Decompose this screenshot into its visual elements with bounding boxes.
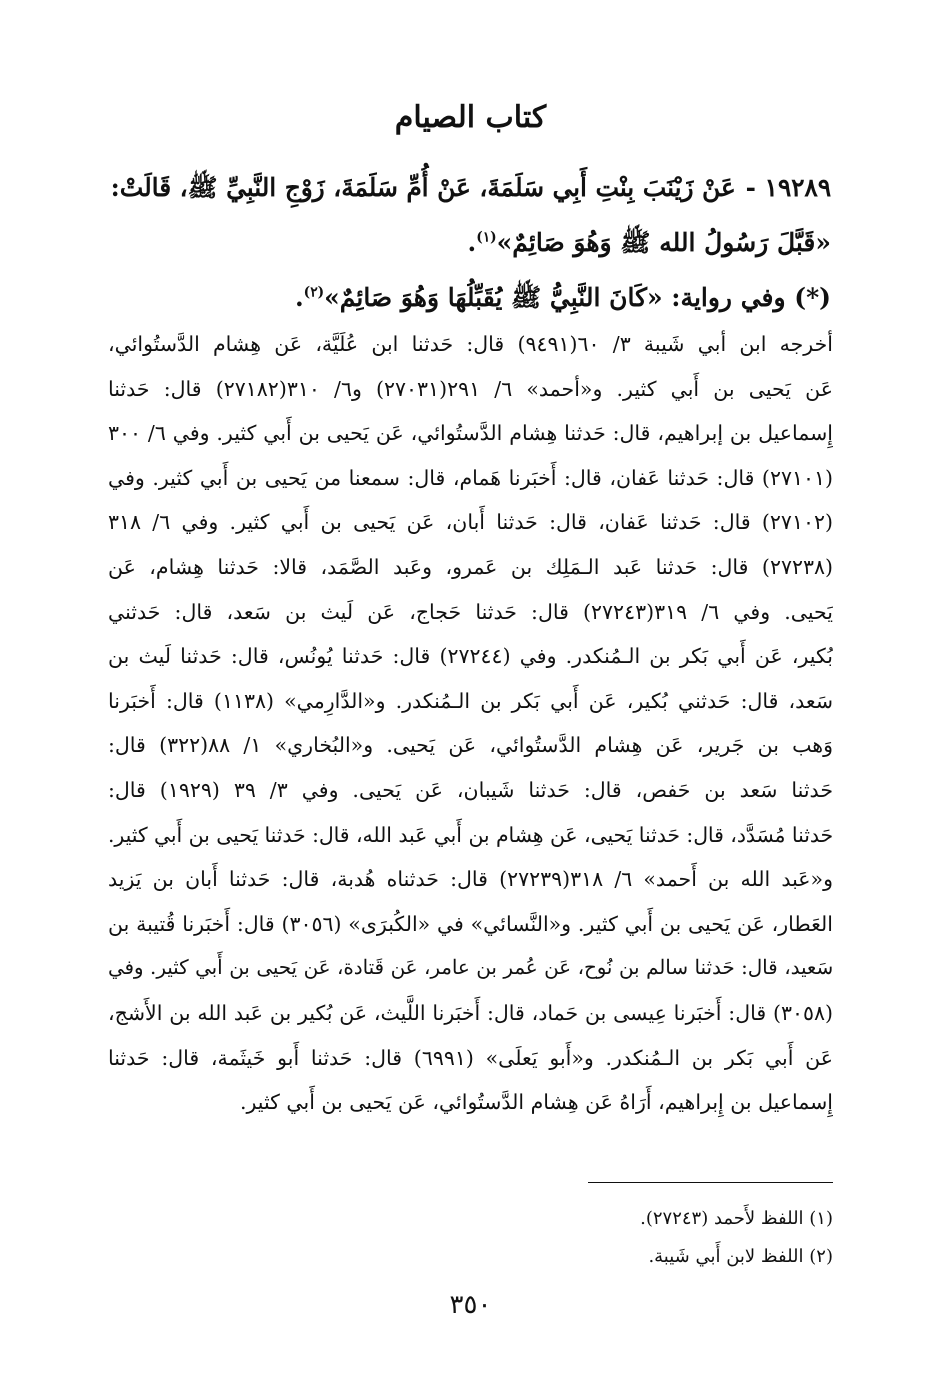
takhrij-line: يَحيى. وفي ٦/ ٣١٩(٢٧٢٤٣) قال: حَدثنا حَجاج، عَن لَيث بن سَعد، قال: حَدثني bbox=[108, 599, 833, 624]
takhrij-line: إِسماعيل بن إبراهيم، قال: حَدثنا هِشام الدَّستُوائي، عَن يَحيى بن أَبي كثير. وفي ٦/ ٣٠٠ bbox=[108, 421, 833, 446]
takhrij-line: عَن يَحيى بن أَبي كثير. و«أحمد» ٦/ ٢٩١(٢٧٠٣١) و٦/ ٣١٠(٢٧١٨٢) قال: حَدثنا bbox=[108, 376, 833, 401]
footnote-divider bbox=[588, 1182, 833, 1183]
footnote-ref-2: (٢) bbox=[303, 284, 325, 301]
takhrij-line: (٢٧١٠٢) قال: حَدثنا عَفان، قال: حَدثنا أَبان، عَن يَحيى بن أَبي كثير. وفي ٦/ ٣١٨ bbox=[108, 510, 833, 535]
footnote-1: (١) اللفظ لأَحمد (٢٧٢٤٣). bbox=[640, 1208, 833, 1229]
takhrij-line: إِسماعيل بن إِبراهيم، أَرَاهُ عَن هِشام الدَّستُوائي، عَن يَحيى بن أَبي كثير. bbox=[239, 1090, 833, 1115]
takhrij-line: العَطار، عَن يَحيى بن أَبي كثير. و«النَّسائي» في «الكُبرَى» (٣٠٥٦) قال: أَخبَرنا قُتيبة بن bbox=[108, 911, 833, 936]
takhrij-line: (٢٧٢٣٨) قال: حَدثنا عَبد الـمَلِك بن عَمرو، وعَبد الصَّمَد، قالا: حَدثنا هِشام، عَن bbox=[108, 554, 833, 579]
takhrij-line: سَعيد، قال: حَدثنا سالم بن نُوح، عَن عُمر بن عامر، عَن قَتادة، عَن يَحيى بن أَبي كثير. وفي bbox=[108, 956, 833, 980]
takhrij-line: بُكير، عَن أَبي بَكر بن الـمُنكدر. وفي (٢٧٢٤٤) قال: حَدثنا يُونُس، قال: حَدثنا لَيث بن bbox=[108, 644, 833, 669]
hadith-line-3 bbox=[111, 270, 831, 325]
hadith-line-3-end: . bbox=[294, 283, 304, 312]
hadith-text bbox=[111, 160, 831, 325]
chapter-title: كتاب الصيام bbox=[394, 100, 547, 135]
hadith-number: ١٩٢٨٩ - bbox=[745, 173, 831, 202]
takhrij-line: و«عَبد الله بن أَحمد» ٦/ ٣١٨(٢٧٢٣٩) قال: حَدثناه هُدبة، قال: حَدثنا أَبان بن يَزيد bbox=[108, 867, 833, 892]
takhrij-line: عَن أَبي بَكر بن الـمُنكدر. و«أَبو يَعلَى» (٦٩٩١) قال: حَدثنا أَبو خَيثَمة، قال: حَدثنا bbox=[108, 1045, 833, 1070]
footnote-ref-1: (١) bbox=[476, 229, 497, 246]
hadith-line-2-text: «قَبَّلَ رَسُولُ الله ﷺ وَهُوَ صَائِمٌ» bbox=[496, 228, 831, 257]
hadith-line-2 bbox=[111, 215, 831, 270]
takhrij-paragraph bbox=[108, 322, 833, 1125]
footnotes bbox=[108, 1200, 833, 1276]
hadith-line-1-text: عَنْ زَيْنَبَ بِنْتِ أَبِي سَلَمَةَ، عَنْ أُمِّ سَلَمَةَ، زَوْجِ النَّبِيِّ ﷺ، قَالَتْ: bbox=[111, 173, 736, 202]
takhrij-line: وَهب بن جَرير، عَن هِشام الدَّستُوائي، عَن يَحيى. و«البُخاري» ١/ ٨٨(٣٢٢) قال: bbox=[108, 733, 833, 758]
takhrij-line: سَعد، قال: حَدثني بُكير، عَن أَبي بَكر بن الـمُنكدر. و«الدَّارِمي» (١١٣٨) قال: أَخبَرنا bbox=[108, 688, 833, 713]
hadith-line-3-text: (*) وفي رواية: «كَانَ النَّبِيُّ ﷺ يُقَبِّلُهَا وَهُوَ صَائِمٌ» bbox=[324, 283, 831, 312]
takhrij-line: (٢٧١٠١) قال: حَدثنا عَفان، قال: أَخبَرنا هَمام، قال: سمعنا من يَحيى بن أَبي كثير. وفي bbox=[108, 465, 833, 490]
takhrij-line: (٣٠٥٨) قال: أَخبَرنا عِيسى بن حَماد، قال: أَخبَرنا اللَّيث، عَن بُكير بن عَبد الله بن الأَشج، bbox=[108, 1000, 833, 1025]
hadith-line-2-end: . bbox=[467, 228, 477, 257]
takhrij-line: حَدثنا مُسَدَّد، قال: حَدثنا يَحيى، عَن هِشام بن أَبي عَبد الله، قال: حَدثنا يَحيى بن أَبي كثير. bbox=[108, 822, 833, 847]
takhrij-line: حَدثنا سَعد بن حَفص، قال: حَدثنا شَيبان، عَن يَحيى. وفي ٣/ ٣٩ (١٩٢٩) قال: bbox=[108, 777, 833, 802]
takhrij-line: أخرجه ابن أبي شَيبة ٣/ ٦٠(٩٤٩١) قال: حَدثنا ابن عُلَيَّة، عَن هِشام الدَّستُوائي، bbox=[108, 332, 833, 356]
footnote-2: (٢) اللفظ لابن أَبي شَيبة. bbox=[648, 1246, 833, 1267]
page-number: ٣٥٠ bbox=[449, 1290, 492, 1320]
hadith-line-1 bbox=[111, 160, 831, 215]
